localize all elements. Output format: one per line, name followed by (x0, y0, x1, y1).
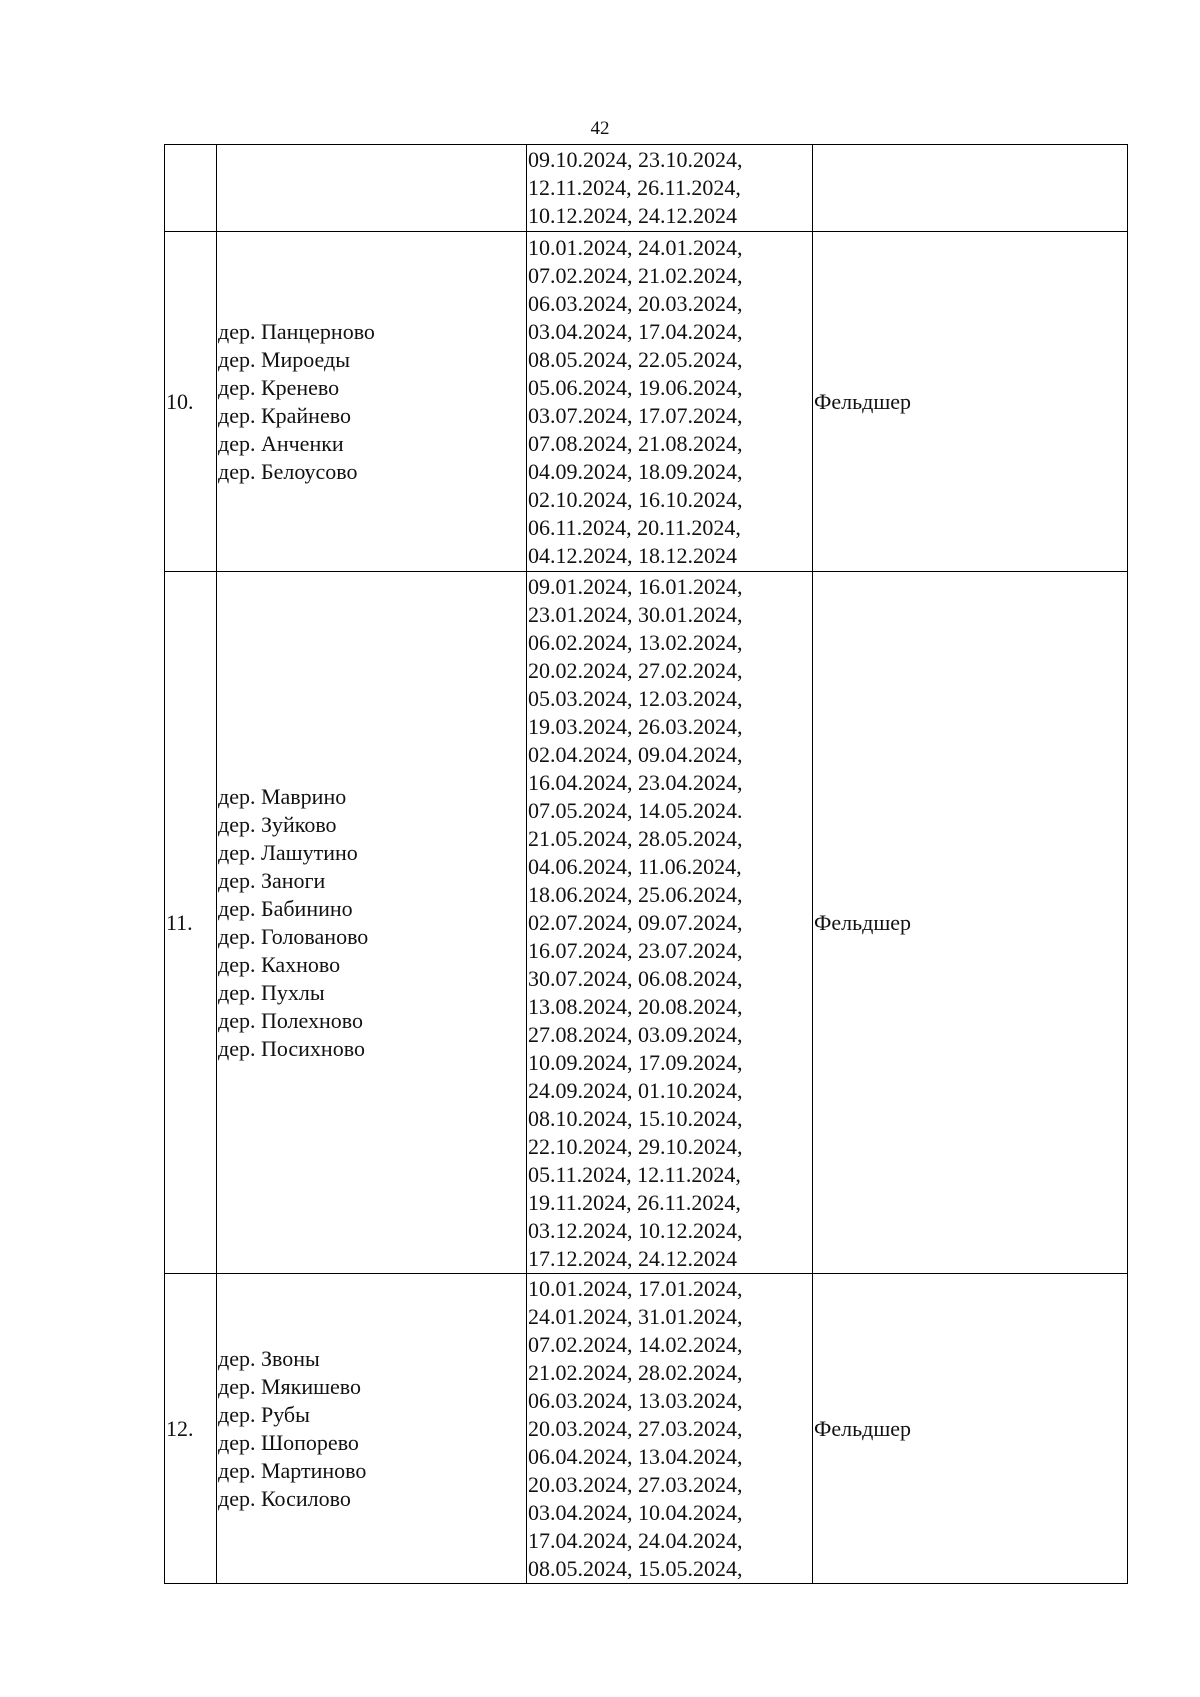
village-name: дер. Маврино (218, 783, 347, 809)
villages-cell (217, 145, 527, 232)
dates-cell (527, 145, 813, 232)
date-line: 19.11.2024, 26.11.2024, (528, 1189, 741, 1215)
role-cell: Фельдшер (813, 232, 1128, 572)
date-line: 24.09.2024, 01.10.2024, (528, 1077, 743, 1103)
date-line: 07.05.2024, 14.05.2024. (528, 797, 743, 823)
date-line: 10.01.2024, 24.01.2024, (528, 234, 743, 260)
village-name: дер. Мироеды (218, 346, 351, 372)
date-line: 03.07.2024, 17.07.2024, (528, 402, 743, 428)
village-name: дер. Голованово (218, 923, 369, 949)
date-line: 06.04.2024, 13.04.2024, (528, 1443, 743, 1469)
village-name: дер. Кахново (218, 951, 341, 977)
date-line: 06.02.2024, 13.02.2024, (528, 629, 743, 655)
date-line: 04.06.2024, 11.06.2024, (528, 853, 742, 879)
date-line: 07.02.2024, 14.02.2024, (528, 1331, 743, 1357)
date-line: 06.03.2024, 20.03.2024, (528, 290, 743, 316)
row-number-cell (165, 145, 217, 232)
date-line: 05.03.2024, 12.03.2024, (528, 685, 743, 711)
villages-cell (217, 1274, 527, 1584)
date-line: 02.07.2024, 09.07.2024, (528, 909, 743, 935)
date-line: 04.09.2024, 18.09.2024, (528, 458, 743, 484)
date-line: 09.01.2024, 16.01.2024, (528, 573, 743, 599)
table-row (165, 1274, 1128, 1584)
date-line: 30.07.2024, 06.08.2024, (528, 965, 743, 991)
date-line: 09.10.2024, 23.10.2024, (528, 147, 743, 172)
role-cell (813, 145, 1128, 232)
date-line: 21.05.2024, 28.05.2024, (528, 825, 743, 851)
village-name: дер. Панцерново (218, 318, 375, 344)
village-name: дер. Анченки (218, 430, 344, 456)
date-line: 21.02.2024, 28.02.2024, (528, 1359, 743, 1385)
village-name: дер. Лашутино (218, 839, 358, 865)
page-number: 42 (590, 118, 610, 139)
date-line: 12.11.2024, 26.11.2024, (528, 175, 741, 200)
village-name: дер. Полехново (218, 1007, 364, 1033)
village-name: дер. Кренево (218, 374, 340, 400)
role-cell: Фельдшер (813, 1274, 1128, 1584)
table-row (165, 232, 1128, 572)
date-line: 16.07.2024, 23.07.2024, (528, 937, 743, 963)
village-name: дер. Звоны (218, 1345, 320, 1371)
date-line: 10.09.2024, 17.09.2024, (528, 1049, 743, 1075)
schedule-table (164, 144, 1128, 1584)
date-line: 08.10.2024, 15.10.2024, (528, 1105, 743, 1131)
date-line: 07.02.2024, 21.02.2024, (528, 262, 743, 288)
date-line: 08.05.2024, 15.05.2024, (528, 1555, 743, 1581)
date-line: 06.03.2024, 13.03.2024, (528, 1387, 743, 1413)
date-line: 22.10.2024, 29.10.2024, (528, 1133, 743, 1159)
date-line: 16.04.2024, 23.04.2024, (528, 769, 743, 795)
row-number-cell: 10. (165, 232, 217, 572)
row-number-cell: 11. (165, 572, 217, 1274)
date-line: 18.06.2024, 25.06.2024, (528, 881, 743, 907)
villages-cell (217, 572, 527, 1274)
date-line: 06.11.2024, 20.11.2024, (528, 514, 741, 540)
villages-cell (217, 232, 527, 572)
dates-cell (527, 232, 813, 572)
date-line: 23.01.2024, 30.01.2024, (528, 601, 743, 627)
village-name: дер. Мартиново (218, 1457, 367, 1483)
village-name: дер. Пухлы (218, 979, 325, 1005)
village-name: дер. Заноги (218, 867, 326, 893)
date-line: 17.12.2024, 24.12.2024 (528, 1245, 737, 1271)
date-line: 10.01.2024, 17.01.2024, (528, 1275, 743, 1301)
village-name: дер. Мякишево (218, 1373, 362, 1399)
dates-cell (527, 1274, 813, 1584)
date-line: 20.03.2024, 27.03.2024, (528, 1471, 743, 1497)
date-line: 03.12.2024, 10.12.2024, (528, 1217, 743, 1243)
village-name: дер. Крайнево (218, 402, 351, 428)
date-line: 03.04.2024, 10.04.2024, (528, 1499, 743, 1525)
village-name: дер. Бабинино (218, 895, 353, 921)
date-line: 04.12.2024, 18.12.2024 (528, 542, 737, 568)
date-line: 24.01.2024, 31.01.2024, (528, 1303, 743, 1329)
row-number-cell: 12. (165, 1274, 217, 1584)
table-row (165, 572, 1128, 1274)
date-line: 02.04.2024, 09.04.2024, (528, 741, 743, 767)
date-line: 20.02.2024, 27.02.2024, (528, 657, 743, 683)
table-row (165, 145, 1128, 232)
date-line: 27.08.2024, 03.09.2024, (528, 1021, 743, 1047)
date-line: 20.03.2024, 27.03.2024, (528, 1415, 743, 1441)
date-line: 07.08.2024, 21.08.2024, (528, 430, 743, 456)
village-name: дер. Косилово (218, 1485, 351, 1511)
village-name: дер. Белоусово (218, 458, 358, 484)
dates-cell (527, 572, 813, 1274)
date-line: 03.04.2024, 17.04.2024, (528, 318, 743, 344)
date-line: 13.08.2024, 20.08.2024, (528, 993, 743, 1019)
date-line: 05.11.2024, 12.11.2024, (528, 1161, 741, 1187)
date-line: 02.10.2024, 16.10.2024, (528, 486, 743, 512)
date-line: 17.04.2024, 24.04.2024, (528, 1527, 743, 1553)
date-line: 10.12.2024, 24.12.2024 (528, 203, 737, 228)
village-name: дер. Зуйково (218, 811, 337, 837)
role-cell: Фельдшер (813, 572, 1128, 1274)
date-line: 05.06.2024, 19.06.2024, (528, 374, 743, 400)
date-line: 08.05.2024, 22.05.2024, (528, 346, 743, 372)
date-line: 19.03.2024, 26.03.2024, (528, 713, 743, 739)
village-name: дер. Посихново (218, 1035, 365, 1061)
village-name: дер. Шопорево (218, 1429, 359, 1455)
village-name: дер. Рубы (218, 1401, 310, 1427)
